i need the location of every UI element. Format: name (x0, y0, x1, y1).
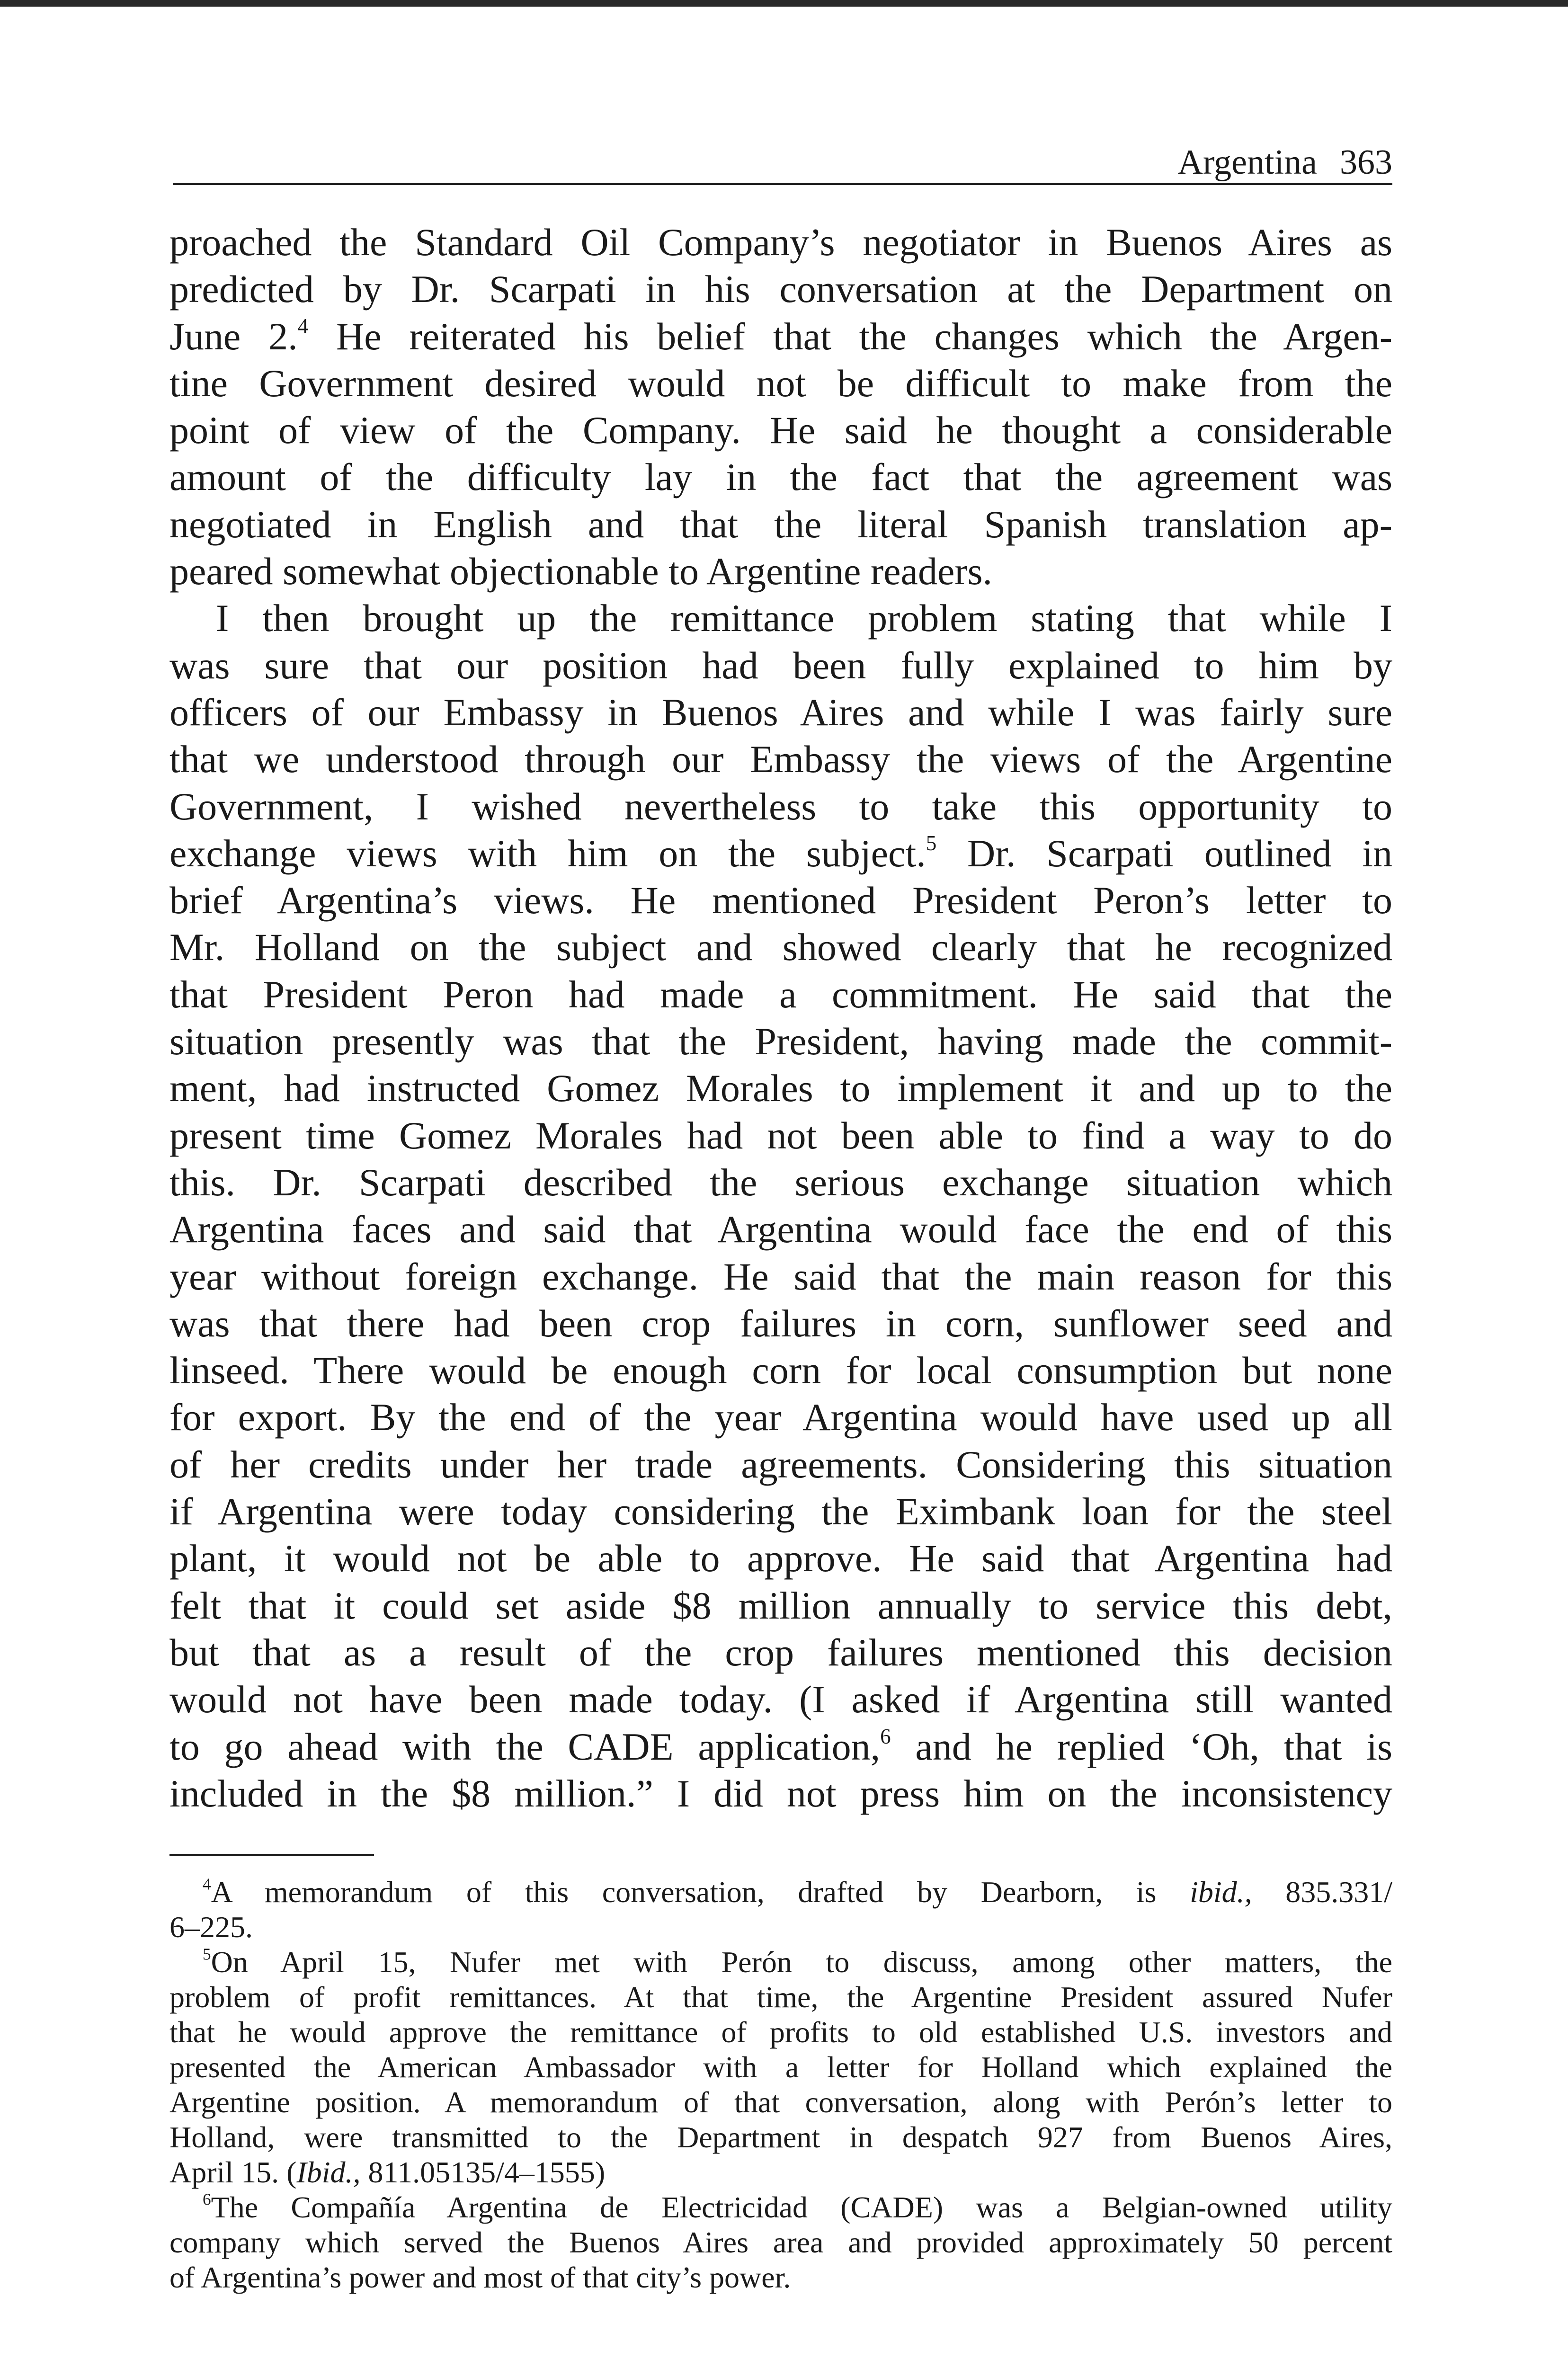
footnote-5 (169, 1945, 1392, 2190)
text-line: Government, I wished nevertheless to take this opportunity to (169, 784, 1392, 828)
text-line: 6–225. (169, 1910, 253, 1944)
text-line: of Argentina’s power and most of that city’s power. (169, 2260, 791, 2294)
footnote-marker: 5 (203, 1945, 211, 1964)
paragraph-2 (169, 595, 1392, 1817)
text-line: linseed. There would be enough corn for local consumption but none (169, 1349, 1392, 1392)
text-line: exchange views with him on the subject.$^5$ Dr. Scarpati outlined in (169, 831, 1392, 875)
text-line: problem of profit remittances. At that time, the Argentine President assured Nufer (169, 1980, 1392, 2014)
footnote-ref-6[interactable]: 6 (880, 1724, 891, 1748)
text-line: to go ahead with the CADE application,$^6$ and he replied ‘Oh, that is (169, 1724, 1392, 1768)
footnote-4 (169, 1875, 1392, 1945)
text-line: included in the $8 million.” I did not press him on the inconsistency (169, 1771, 1392, 1815)
text-line: of her credits under her trade agreements. Considering this situation (169, 1442, 1392, 1486)
footnote-ref-5[interactable]: 5 (926, 831, 937, 855)
footnote-ref-4[interactable]: 4 (297, 314, 309, 338)
text-line: was sure that our position had been fully explained to him by (169, 643, 1392, 687)
text-line: that we understood through our Embassy the views of the Argentine (169, 738, 1392, 781)
text-line: company which served the Buenos Aires area and provided approximately 50 percent (169, 2225, 1392, 2259)
text-line: amount of the difficulty lay in the fact that the agreement was (169, 455, 1392, 499)
text-line: Argentine position. A memorandum of that conversation, along with Perón’s letter to (169, 2085, 1392, 2119)
footnote-marker: 6 (203, 2190, 211, 2209)
text-line: was that there had been crop failures in corn, sunflower seed and (169, 1301, 1392, 1345)
text-line: Mr. Holland on the subject and showed clearly that he recognized (169, 925, 1392, 969)
page-number: 363 (1340, 143, 1392, 182)
text-line: $^4$A memorandum of this conversation, drafted by Dearborn, is ibid., 835.331/ (203, 1875, 1392, 1909)
text-line: but that as a result of the crop failures mentioned this decision (169, 1630, 1392, 1674)
text-line: for export. By the end of the year Argentina would have used up all (169, 1396, 1392, 1439)
footnote-separator (169, 1854, 374, 1856)
text-line: peared somewhat objectionable to Argentine readers. (169, 550, 993, 593)
text-line: year without foreign exchange. He said that the main reason for this (169, 1255, 1392, 1298)
text-line: would not have been made today. (I asked if Argentina still wanted (169, 1678, 1392, 1721)
text-line: situation presently was that the President, having made the commit- (169, 1020, 1392, 1063)
text-line: this. Dr. Scarpati described the serious exchange situation which (169, 1160, 1392, 1204)
text-line: that President Peron had made a commitment. He said that the (169, 972, 1392, 1016)
text-line: $^6$The Compañía Argentina de Electricidad (CADE) was a Belgian-owned utility (203, 2190, 1392, 2224)
body-text (169, 219, 1392, 1817)
footnote-6 (169, 2190, 1392, 2295)
footnotes (169, 1875, 1392, 2295)
text-line: plant, it would not be able to approve. He said that Argentina had (169, 1537, 1392, 1580)
text-line: point of view of the Company. He said he thought a considerable (169, 409, 1392, 452)
text-line: officers of our Embassy in Buenos Aires and while I was fairly sure (169, 690, 1392, 734)
text-line: April 15. (Ibid., 811.05135/4–1555) (169, 2155, 606, 2189)
footnote-marker: 4 (203, 1875, 211, 1894)
text-line: if Argentina were today considering the Eximbank loan for the steel (169, 1490, 1392, 1533)
text-line: negotiated in English and that the literal Spanish translation ap- (169, 502, 1392, 546)
text-line: ment, had instructed Gomez Morales to implement it and up to the (169, 1067, 1392, 1110)
running-head (173, 137, 1392, 185)
text-line: felt that it could set aside $8 million annually to service this debt, (169, 1584, 1392, 1627)
text-line: tine Government desired would not be difficult to make from the (169, 361, 1392, 405)
text-line: Holland, were transmitted to the Department in despatch 927 from Buenos Aires, (169, 2120, 1392, 2154)
paragraph-1 (169, 219, 1392, 595)
text-line: Argentina faces and said that Argentina would face the end of this (169, 1208, 1392, 1251)
scan-edge-rule (0, 0, 1568, 7)
text-line: that he would approve the remittance of profits to old established U.S. investors and (169, 2015, 1392, 2049)
text-line: I then brought up the remittance problem stating that while I (216, 596, 1392, 640)
text-line: $^5$On April 15, Nufer met with Perón to discuss, among other matters, the (203, 1945, 1392, 1979)
text-line: brief Argentina’s views. He mentioned President Peron’s letter to (169, 879, 1392, 922)
text-line: present time Gomez Morales had not been able to find a way to do (169, 1113, 1392, 1157)
text-line: proached the Standard Oil Company’s negotiator in Buenos Aires as (169, 221, 1392, 264)
text-line: presented the American Ambassador with a letter for Holland which explained the (169, 2050, 1392, 2084)
text-line: June 2.$^4$ He reiterated his belief that the changes which the Argen- (169, 314, 1392, 358)
text-line: predicted by Dr. Scarpati in his conversation at the Department on (169, 267, 1392, 311)
running-head-title: Argentina (1177, 143, 1317, 182)
